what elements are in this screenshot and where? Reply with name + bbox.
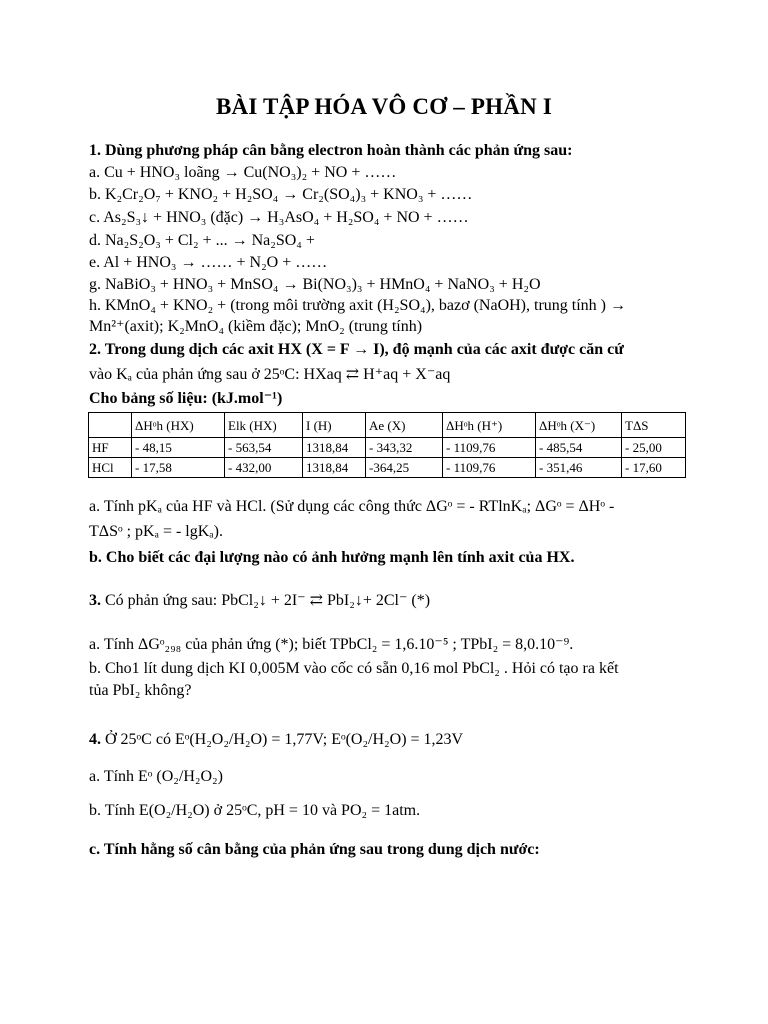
- table-cell: - 25,00: [622, 438, 686, 458]
- q1-item-b: b. K₂Cr₂O₇ + KNO₂ + H₂SO₄ → Cr₂(SO₄)₃ + KNO₃ + ……: [89, 186, 473, 203]
- table-cell: - 1109,76: [443, 438, 536, 458]
- q2-line1: Trong dung dịch các axit HX (X = F → I), độ mạnh của các axit được căn cứ: [104, 341, 624, 358]
- q4-number: 4.: [89, 731, 101, 748]
- table-header-cell: [89, 413, 132, 438]
- table-row: [89, 438, 686, 458]
- table-header-cell: I (H): [303, 413, 366, 438]
- q2-item-a-line2: TΔSᵒ ; pKₐ = - lgKₐ).: [89, 523, 223, 540]
- table-header-cell: ΔHᵒh (H⁺): [443, 413, 536, 438]
- page-title: BÀI TẬP HÓA VÔ CƠ – PHẦN I: [216, 94, 552, 119]
- table-header-cell: ΔHᵒh (X⁻): [536, 413, 622, 438]
- table-header-cell: Ae (X): [366, 413, 443, 438]
- q4-item-c: c. Tính hằng số cân bằng của phản ứng sau trong dung dịch nước:: [89, 841, 540, 858]
- q1-item-h-line1: h. KMnO₄ + KNO₂ + (trong môi trường axit (H₂SO₄), bazơ (NaOH), trung tính ) →: [89, 297, 626, 314]
- table-header-cell: ΔHᵒh (HX): [132, 413, 225, 438]
- q2-number: 2.: [89, 341, 101, 358]
- q3-number: 3.: [89, 592, 101, 609]
- q4-heading: [89, 730, 463, 750]
- table-header-row: [89, 413, 686, 438]
- q2-item-b: b. Cho biết các đại lượng nào có ảnh hưởng mạnh lên tính axit của HX.: [89, 549, 575, 566]
- table-cell: - 432,00: [225, 458, 303, 478]
- q4-statement: Ở 25ᵒC có Eᵒ(H₂O₂/H₂O) = 1,77V; Eᵒ(O₂/H₂O) = 1,23V: [105, 731, 464, 748]
- q1-prompt: Dùng phương pháp cân bằng electron hoàn thành các phản ứng sau:: [105, 142, 573, 159]
- q3-item-b-line1: b. Cho1 lít dung dịch KI 0,005M vào cốc có sẵn 0,16 mol PbCl₂ . Hỏi có tạo ra kết: [89, 660, 619, 677]
- table-cell: - 343,32: [366, 438, 443, 458]
- q4-item-b: b. Tính E(O₂/H₂O) ở 25ᵒC, pH = 10 và PO₂ = 1atm.: [89, 802, 421, 819]
- table-cell: 1318,84: [303, 458, 366, 478]
- q2-item-a-line1: a. Tính pKₐ của HF và HCl. (Sử dụng các công thức ΔGᵒ = - RTlnKₐ; ΔGᵒ = ΔHᵒ -: [89, 498, 615, 515]
- table-cell: -364,25: [366, 458, 443, 478]
- q1-number: 1.: [89, 142, 101, 159]
- q4-item-a: a. Tính Eᵒ (O₂/H₂O₂): [89, 768, 223, 785]
- q2-line2: vào Kₐ của phản ứng sau ở 25ᵒC: HXaq ⇄ H⁺aq + X⁻aq: [89, 366, 451, 383]
- table-cell: - 351,46: [536, 458, 622, 478]
- q3-heading: [89, 591, 430, 611]
- table-cell: HCl: [89, 458, 132, 478]
- table-cell: - 48,15: [132, 438, 225, 458]
- q1-item-a: a. Cu + HNO₃ loãng → Cu(NO₃)₂ + NO + ……: [89, 164, 397, 181]
- data-table: [88, 412, 686, 478]
- q3-item-b-line2: tủa PbI₂ không?: [89, 682, 192, 699]
- table-header-cell: Elk (HX): [225, 413, 303, 438]
- table-cell: HF: [89, 438, 132, 458]
- table-cell: 1318,84: [303, 438, 366, 458]
- q2-heading: [89, 340, 624, 360]
- table-header-cell: TΔS: [622, 413, 686, 438]
- q1-item-h-line2: Mn²⁺(axit); K₂MnO₄ (kiềm đặc); MnO₂ (trung tính): [89, 318, 423, 335]
- table-cell: - 563,54: [225, 438, 303, 458]
- q1-item-e: e. Al + HNO₃ → …… + N₂O + ……: [89, 254, 328, 271]
- q1-item-c: c. As₂S₃↓ + HNO₃ (đặc) → H₃AsO₄ + H₂SO₄ + NO + ……: [89, 209, 469, 226]
- table-cell: - 17,58: [132, 458, 225, 478]
- table-row: [89, 458, 686, 478]
- table-cell: - 17,60: [622, 458, 686, 478]
- q1-heading: [89, 141, 572, 161]
- q1-item-g: g. NaBiO₃ + HNO₃ + MnSO₄ → Bi(NO₃)₃ + HMnO₄ + NaNO₃ + H₂O: [89, 276, 541, 293]
- table-caption: Cho bảng số liệu: (kJ.mol⁻¹): [89, 390, 283, 407]
- q3-reaction: Có phản ứng sau: PbCl₂↓ + 2I⁻ ⇄ PbI₂↓+ 2Cl⁻ (*): [105, 592, 431, 609]
- q1-item-d: d. Na₂S₂O₃ + Cl₂ + ... → Na₂SO₄ +: [89, 232, 315, 249]
- q3-item-a: a. Tính ΔGᵒ₂₉₈ của phản ứng (*); biết TPbCl₂ = 1,6.10⁻⁵ ; TPbI₂ = 8,0.10⁻⁹.: [89, 636, 574, 653]
- table-cell: - 1109,76: [443, 458, 536, 478]
- table-cell: - 485,54: [536, 438, 622, 458]
